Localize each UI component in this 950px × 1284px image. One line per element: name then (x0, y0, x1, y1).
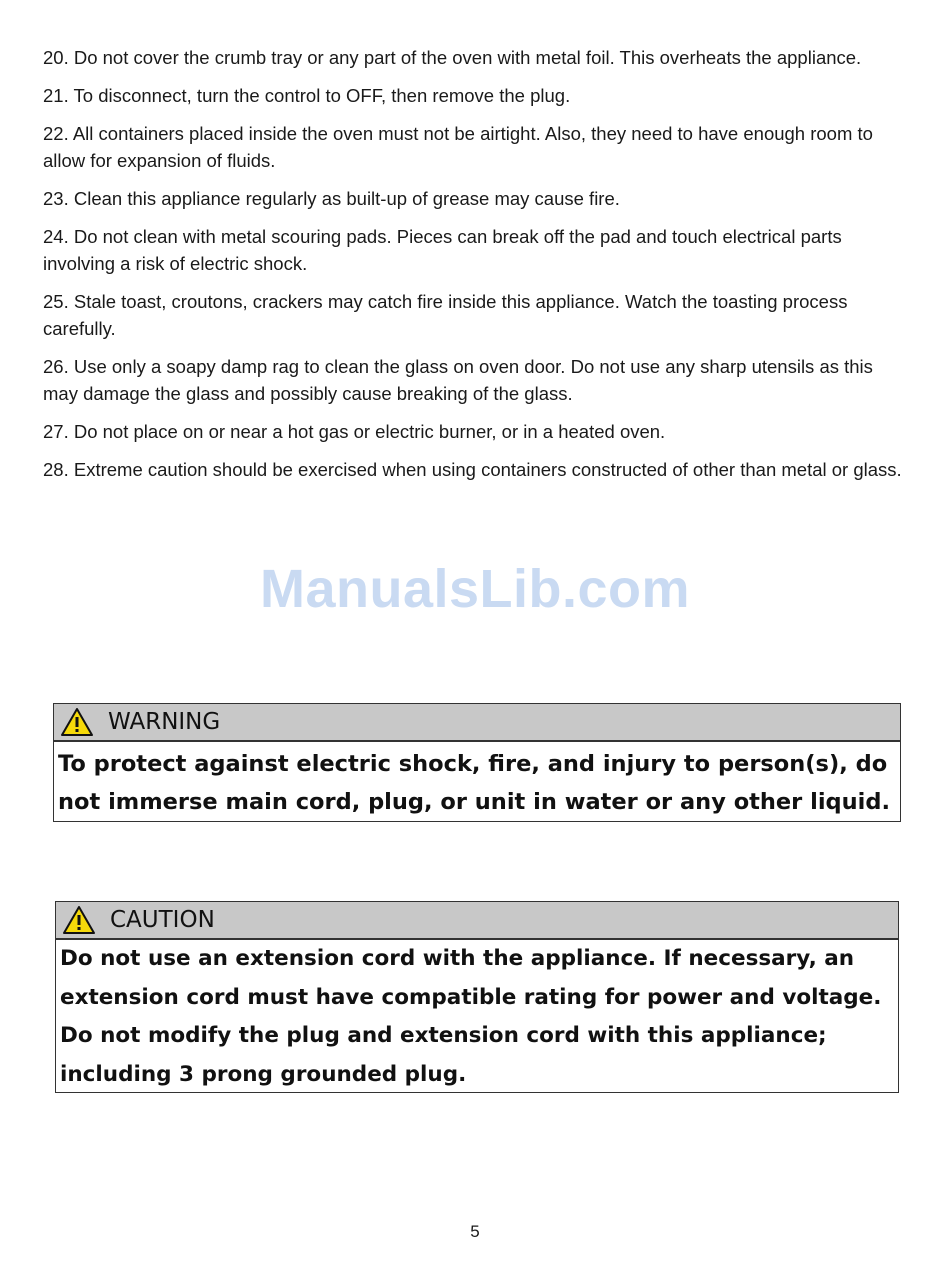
warning-title: WARNING (108, 709, 221, 735)
instruction-item: 25. Stale toast, croutons, crackers may catch fire inside this appliance. Watch the toasting process carefully. (43, 291, 848, 339)
instruction-item: 23. Clean this appliance regularly as built-up of grease may cause fire. (43, 188, 620, 209)
instruction-item: 28. Extreme caution should be exercised when using containers constructed of other than metal or glass. (43, 459, 902, 480)
instruction-item: 24. Do not clean with metal scouring pads. Pieces can break off the pad and touch electrical parts involving a risk of electric shock. (43, 226, 842, 274)
instruction-item: 26. Use only a soapy damp rag to clean the glass on oven door. Do not use any sharp utensils as this may damage the glass and possibly cause breaking of the glass. (43, 356, 873, 404)
caution-text: Do not use an extension cord with the appliance. If necessary, an extension cord must have compatible rating for power and voltage. Do not modify the plug and extension cord with this appliance; including 3 prong grounded plug. (60, 946, 882, 1087)
caution-title: CAUTION (110, 907, 215, 933)
warning-text: To protect against electric shock, fire, and injury to person(s), do not immerse main cord, plug, or unit in water or any other liquid. (58, 751, 891, 815)
warning-triangle-icon (62, 905, 96, 935)
watermark: ManualsLib.com (259, 559, 691, 619)
caution-header (56, 902, 898, 940)
warning-triangle-icon (60, 707, 94, 737)
caution-box (55, 901, 899, 1093)
warning-header (54, 704, 900, 742)
instruction-item: 21. To disconnect, turn the control to OFF, then remove the plug. (43, 85, 571, 106)
instruction-item: 27. Do not place on or near a hot gas or electric burner, or in a heated oven. (43, 421, 666, 442)
page-number: 5 (470, 1222, 480, 1241)
instruction-item: 20. Do not cover the crumb tray or any part of the oven with metal foil. This overheats the appliance. (43, 47, 862, 68)
instruction-item: 22. All containers placed inside the oven must not be airtight. Also, they need to have enough room to allow for expansion of fluids. (43, 123, 873, 171)
warning-box (53, 703, 901, 822)
safety-instructions-list (43, 44, 908, 494)
